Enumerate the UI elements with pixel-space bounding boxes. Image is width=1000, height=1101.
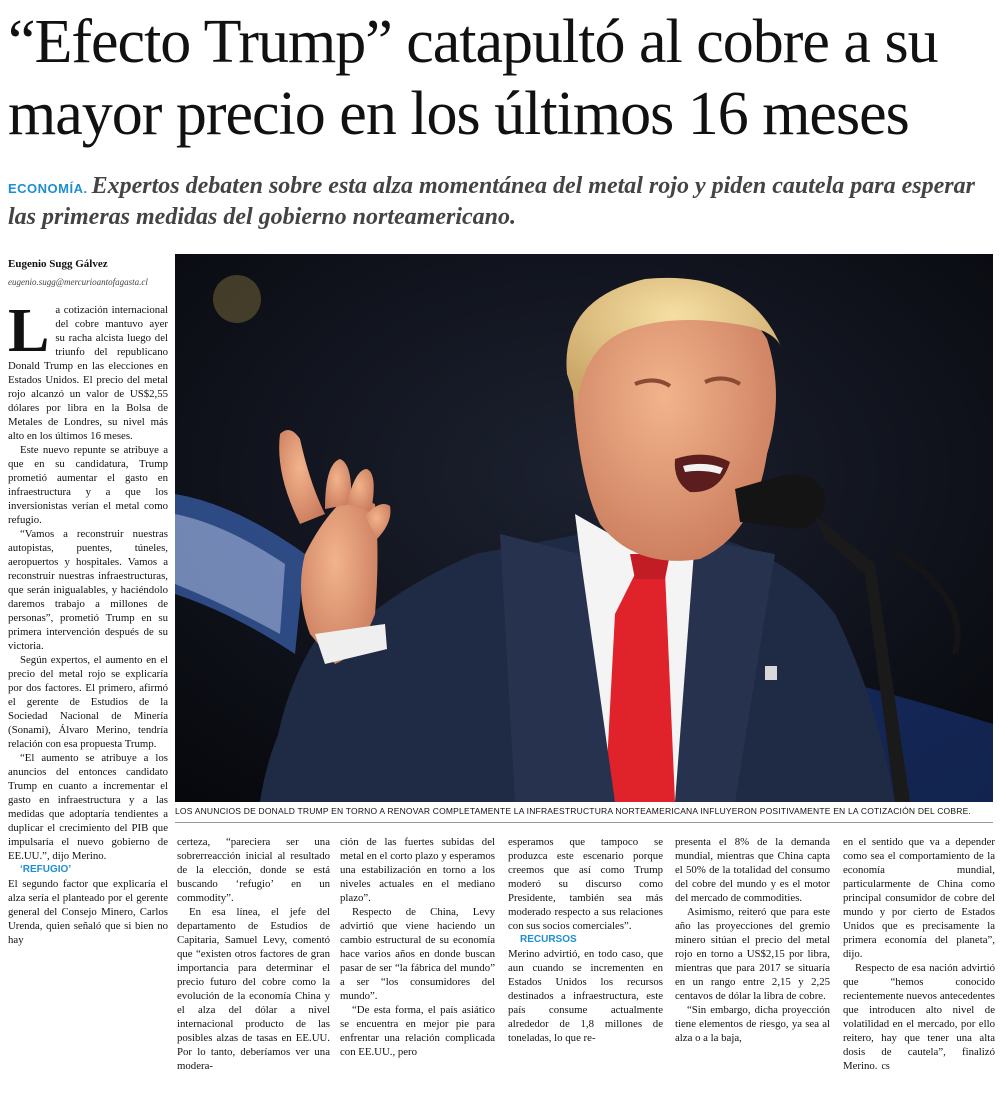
section-subtitle-recursos: RECURSOS [520, 934, 577, 945]
paragraph: esperamos que tampoco se produzca este escenario porque creemos que así como Trump moderó su discurso como Presidente, también sea más moderado respecto a sus relaciones con sus socios comerciales”. [508, 836, 663, 932]
column-4 [508, 835, 663, 1045]
headline: “Efecto Trump” catapultó al cobre a su mayor precio en los últimos 16 meses [8, 8, 938, 148]
paragraph: ción de las fuertes subidas del metal en el corto plazo y esperamos una estabilización en torno a los niveles actuales en el mediano plazo”. [340, 836, 495, 904]
paragraph: Asimismo, reiteró que para este año las proyecciones del gremio minero sitúan el precio del metal rojo en torno a US$2,15 por libra, mientras que para 2017 se situaría en un rango entre 2,15 y 2,25 centavos de dólar la libra de cobre. [675, 906, 830, 1002]
news-photo [175, 254, 993, 802]
paragraph: “Sin embargo, dicha proyección tiene elementos de riesgo, ya sea al alza o a la baja, [675, 1004, 830, 1044]
paragraph [843, 961, 995, 1074]
paragraph: en el sentido que va a depender como sea el comportamiento de la economía mundial, particularmente de China como principal consumidor de cobre del mundo y por cierto de Estados Unidos que es precisamente la primera economía del planeta”, dijo. [843, 836, 995, 960]
paragraph: Este nuevo repunte se atribuye a que en su candidatura, Trump prometió aumentar el gasto en infraestructura y a que los inversionistas verían el metal como refugio. [8, 444, 168, 526]
paragraph: El segundo factor que explicaría el alza sería el planteado por el gerente general del Consejo Minero, Carlos Urenda, quien señaló que si bien no hay [8, 878, 168, 946]
caption-rule [175, 822, 993, 823]
paragraph-text: a cotización internacional del cobre mantuvo ayer su racha alcista luego del triunfo del republicano Donald Trump en las elecciones en Estados Unidos. El precio del metal rojo alcanzó un valor de US$2,55 dólares por libra en la Bolsa de Metales de Londres, su nivel más alto en los últimos 16 meses. [8, 304, 168, 442]
column-1 [8, 297, 168, 947]
byline [8, 258, 168, 287]
paragraph: Según expertos, el aumento en el precio del metal rojo se explicaría por dos factores. El primero, afirmó el gerente de Estudios de la Sociedad Nacional de Minería (Sonami), Álvaro Merino, tendría relación con esa propuesta Trump. [8, 654, 168, 750]
paragraph: Respecto de China, Levy advirtió que viene haciendo un cambio estructural de su economía hace varios años en donde buscan pasar de ser “la fábrica del mundo” a ser “los consumidores del mundo”. [340, 906, 495, 1002]
paragraph: “De esta forma, el país asiático se encuentra en mejor pie para enfrentar una relación complicada con EE.UU., pero [340, 1004, 495, 1058]
subhead-text: Expertos debaten sobre esta alza momentánea del metal rojo y piden cautela para esperar las primeras medidas del gobierno norteamericano. [8, 173, 975, 230]
end-mark: cs [881, 1061, 890, 1072]
paragraph: En esa línea, el jefe del departamento de Estudios de Capitaria, Samuel Levy, comentó que “existen otros factores de gran importancia para determinar el precio futuro del cobre como la evolución de la economía China y el alza del dólar a nivel internacional producto de las posibles alzas de tasas en EE.UU. Por lo tanto, deberíamos ver una modera- [177, 906, 330, 1072]
column-3 [340, 835, 495, 1059]
paragraph [8, 297, 168, 443]
paragraph: “El aumento se atribuye a los anuncios del entonces candidato Trump en cuanto a incrementar el gasto en infraestructura y a las medidas que adoptaría tendientes a duplicar el crecimiento del PIB que impulsaría el nuevo gobierno de EE.UU.”, dijo Merino. [8, 752, 168, 862]
column-5 [675, 835, 830, 1045]
author-email: eugenio.sugg@mercurioantofagasta.cl [8, 277, 148, 287]
paragraph-text: Respecto de esa nación advirtió que “hemos conocido recientemente nuevos antecedentes que introducen alto nivel de volatilidad en el mercado, por ello reitero, hay que tener una alta dosis de cautela”, finalizó Merino. [843, 962, 995, 1072]
column-6 [843, 835, 995, 1074]
trump-speaking-illustration [175, 254, 993, 802]
author-name: Eugenio Sugg Gálvez [8, 258, 108, 270]
drop-cap: L [8, 297, 50, 365]
section-label: ECONOMÍA. [8, 181, 88, 196]
column-2 [177, 835, 330, 1073]
photo-caption: LOS ANUNCIOS DE DONALD TRUMP EN TORNO A RENOVAR COMPLETAMENTE LA INFRAESTRUCTURA NORTEAMERICANA INFLUYERON POSITIVAMENTE EN LA COTIZACIÓN DEL COBRE. [175, 806, 971, 816]
paragraph: presenta el 8% de la demanda mundial, mientras que China capta el 50% de la totalidad del consumo del cobre del mundo y es el motor del mercado de commodities. [675, 836, 830, 904]
paragraph: Merino advirtió, en todo caso, que aun cuando se incrementen en Estados Unidos los recursos destinados a infraestructura, este país consume actualmente alrededor de 1,8 millones de toneladas, lo que re- [508, 948, 663, 1044]
paragraph: “Vamos a reconstruir nuestras autopistas, puentes, túneles, aeropuertos y hospitales. Vamos a reconstruir nuestras infraestructuras, que serán inigualables, y haciéndolo daremos trabajo a millones de personas”, prometió Trump en su primera intervención después de su victoria. [8, 528, 168, 652]
section-subtitle-refugio: ‘REFUGIO’ [20, 864, 72, 875]
subhead [8, 172, 993, 231]
paragraph: certeza, “pareciera ser una sobrerreacción inicial al resultado de la elección, donde se está buscando ‘refugio’ en un commodity”. [177, 836, 330, 904]
